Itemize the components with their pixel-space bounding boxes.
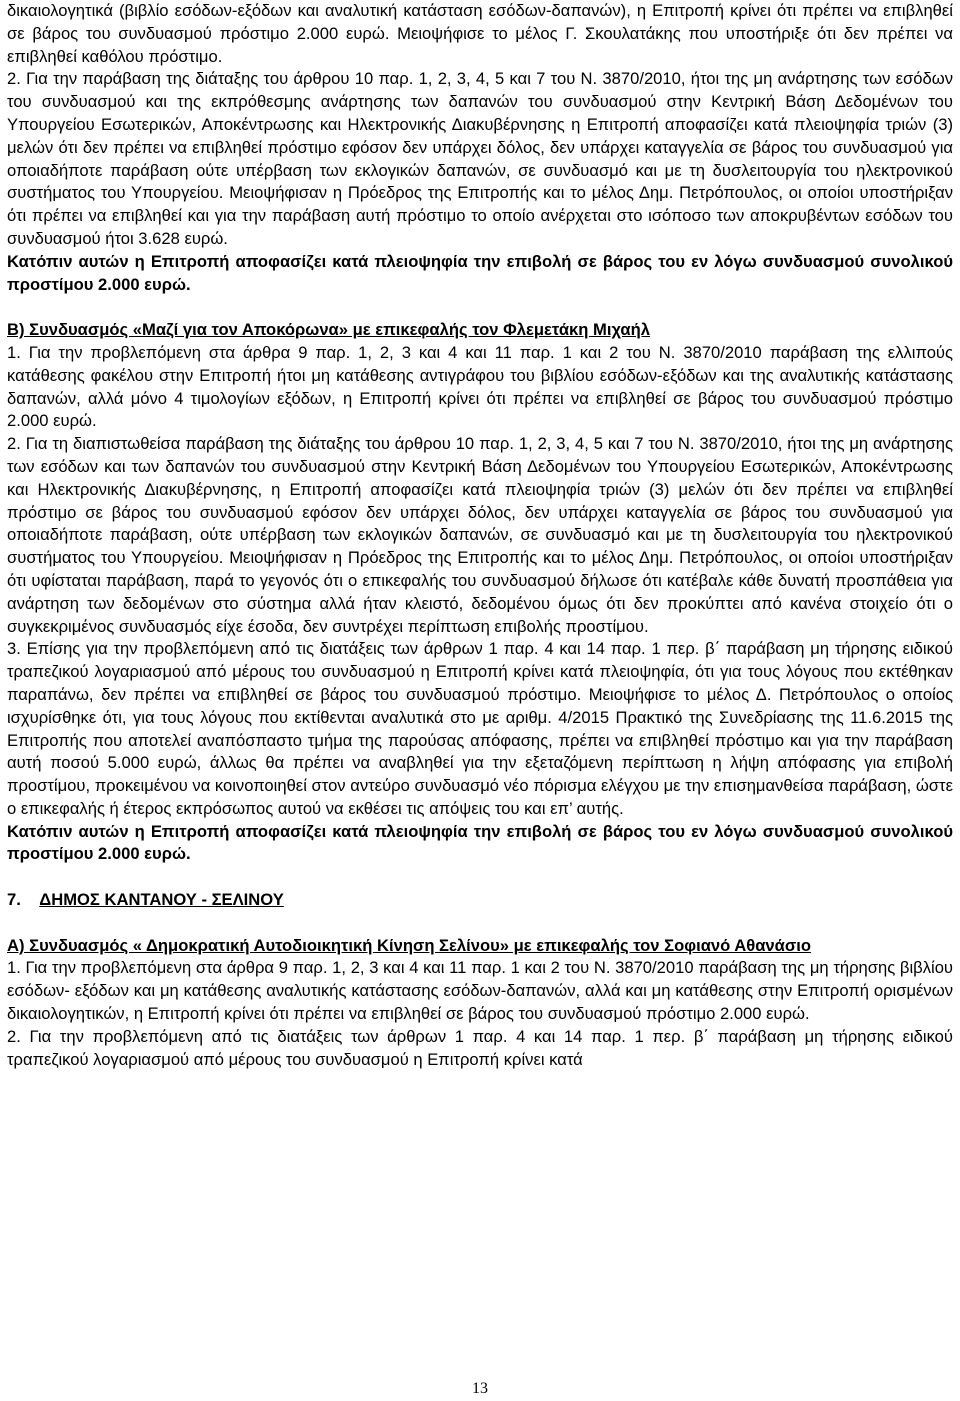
paragraph-b3: 3. Επίσης για την προβλεπόμενη από τις διατάξεις των άρθρων 1 παρ. 4 και 14 παρ. 1 περ. β΄ παράβαση μη τήρησης ειδικού τραπεζικού λογαριασμού από μέρους του συνδυασμού η Επιτροπή κρίνει κατά πλειοψηφία, ότι για τους λόγους που εκτέθηκαν παραπάνω, δεν πρέπει να επιβληθεί σε βάρος του συνδυασμού πρόστιμο. Μειοψήφισε το μέλος Δ. Πετρόπουλος ο οποίος ισχυρίσθηκε ότι, για τους λόγους που εκτίθενται αναλυτικά στο με αριθμ. 4/2015 Πρακτικό της Συνεδρίασης της 11.6.2015 της Επιτροπής που αποτελεί αναπόσπαστο τμήμα της παρούσας απόφασης, πρέπει να επιβληθεί πρόστιμο και για την παράβαση αυτή ποσού 5.000 ευρώ, άλλως θα πρέπει να αναβληθεί για την εξεταζόμενη περίπτωση η λήψη απόφασης για επιβολή προστίμου, προκειμένου να κοινοποιηθεί στον αντεύρο συνδυασμό νέο πόρισμα ελέγχου με την επισημανθείσα παράβαση, ώστε ο επικεφαλής ή έτερος εκπρόσωπος αυτού να εκθέσει τις απόψεις του και επ’ αυτής. (7, 639, 953, 818)
section-heading-b: Β) Συνδυασμός «Μαζί για τον Αποκόρωνα» με επικεφαλής τον Φλεμετάκη Μιχαήλ (7, 320, 650, 340)
paragraph-b1: 1. Για την προβλεπόμενη στα άρθρα 9 παρ. 1, 2, 3 και 4 και 11 παρ. 1 και 2 του Ν. 3870/2010 παράβαση της ελλιπούς κατάθεσης φακέλου στην Επιτροπή ήτοι μη κατάθεσης αντιγράφου του βιβλίου εσόδων-εξόδων και της αναλυτικής κατάστασης δαπανών, αλλά μόνο 4 τιμολογίων εξόδων, η Επιτροπή κρίνει ότι πρέπει να επιβληθεί σε βάρος του συνδυασμού πρόστιμο 2.000 ευρώ. (7, 342, 953, 431)
decision-paragraph: Κατόπιν αυτών η Επιτροπή αποφασίζει κατά πλειοψηφία την επιβολή σε βάρος του εν λόγω συνδυασμού συνολικού προστίμου 2.000 ευρώ. (7, 251, 953, 294)
section-7-number: 7. (7, 890, 21, 910)
paragraph-a1: 1. Για την προβλεπόμενη στα άρθρα 9 παρ. 1, 2, 3 και 4 και 11 παρ. 1 και 2 του Ν. 3870/2010 παράβαση της μη τήρησης βιβλίου εσόδων- εξόδων και μη κατάθεσης αναλυτικής κατάστασης εσόδων-δαπανών, αλλά και μη κατάθεσης στην Επιτροπή ορισμένων δικαιολογητικών, η Επιτροπή κρίνει ότι πρέπει να επιβληθεί σε βάρος του συνδυασμού πρόστιμο 2.000 ευρώ. (7, 958, 953, 1024)
document-page (7, 0, 953, 1071)
paragraph-b2: 2. Για τη διαπιστωθείσα παράβαση της διάταξης του άρθρου 10 παρ. 1, 2, 3, 4, 5 και 7 του Ν. 3870/2010, ήτοι της μη ανάρτησης των εσόδων και των δαπανών του συνδυασμού στην Κεντρική Βάση Δεδομένων του Υπουργείου Εσωτερικών, Αποκέντρωσης και Ηλεκτρονικής Διακυβέρνησης, η Επιτροπή αποφασίζει κατά πλειοψηφία τριών (3) μελών ότι δεν πρέπει να επιβληθεί πρόστιμο σε βάρος του συνδυασμού εφόσον δεν υπάρχει δόλος, δεν υπάρχει καταγγελία σε βάρος του συνδυασμού για οποιαδήποτε παράβαση, ούτε υπέρβαση των εκλογικών δαπανών, σε συνδυασμό και με τη δυσλειτουργία του ηλεκτρονικού συστήματος του Υπουργείου. Μειοψήφισαν η Πρόεδρος της Επιτροπής και το μέλος Δημ. Πετρόπουλος, οι οποίοι υποστήριξαν ότι υφίσταται παράβαση, παρά το γεγονός ότι ο επικεφαλής του συνδυασμού δήλωσε ότι κατέβαλε κάθε δυνατή προσπάθεια για ανάρτηση των δεδομένων στο σύστημα αλλά ήταν κλειστό, δεδομένου όμως ότι δεν προκύπτει από κανένα στοιχείο ότι ο συγκεκριμένος συνδυασμός είχε έσοδα, δεν συντρέχει περίπτωση επιβολής προστίμου. (7, 434, 953, 636)
paragraph-intro: δικαιολογητικά (βιβλίο εσόδων-εξόδων και αναλυτική κατάσταση εσόδων-δαπανών), η Επιτροπή κρίνει ότι πρέπει να επιβληθεί σε βάρος του συνδυασμού πρόστιμο 2.000 ευρώ. Μειοψήφισε το μέλος Γ. Σκουλατάκης που υποστήριξε ότι δεν πρέπει να επιβληθεί καθόλου πρόστιμο. (7, 1, 953, 66)
page-number: 13 (472, 1380, 488, 1397)
section-7-heading (7, 889, 953, 912)
spacer (7, 866, 953, 889)
paragraph-violation-2: 2. Για την παράβαση της διάταξης του άρθρου 10 παρ. 1, 2, 3, 4, 5 και 7 του Ν. 3870/2010, ήτοι της μη ανάρτησης των εσόδων του συνδυασμού και της εκπρόθεσμης ανάρτησης των δαπανών του συνδυασμού στην Κεντρική Βάση Δεδομένων του Υπουργείου Εσωτερικών, Αποκέντρωσης και Ηλεκτρονικής Διακυβέρνησης η Επιτροπή αποφασίζει κατά πλειοψηφία τριών (3) μελών ότι δεν πρέπει να επιβληθεί πρόστιμο εφόσον δεν υπάρχει δόλος, δεν υπάρχει καταγγελία σε βάρος του συνδυασμού για οποιαδήποτε παράβαση ούτε υπέρβαση των εκλογικών δαπανών, σε συνδυασμό και με τη δυσλειτουργία του ηλεκτρονικού συστήματος του Υπουργείου. Μειοψήφισαν η Πρόεδρος της Επιτροπής και το μέλος Δημ. Πετρόπουλος, οι οποίοι υποστήριξαν ότι πρέπει να επιβληθεί και για την παράβαση αυτή πρόστιμο το οποίο ανέρχεται στο ισόποσο των αποκρυβέντων εσόδων του συνδυασμού ήτοι 3.628 ευρώ. (7, 69, 953, 248)
section-heading-a: Α) Συνδυασμός « Δημοκρατική Αυτοδιοικητική Κίνηση Σελίνου» με επικεφαλής τον Σοφιανό Αθανάσιο (7, 935, 811, 955)
decision-paragraph: Κατόπιν αυτών η Επιτροπή αποφασίζει κατά πλειοψηφία την επιβολή σε βάρος του εν λόγω συνδυασμού συνολικού προστίμου 2.000 ευρώ. (7, 821, 953, 864)
section-7-title: ΔΗΜΟΣ ΚΑΝΤΑΝΟΥ - ΣΕΛΙΝΟΥ (39, 890, 284, 910)
spacer (7, 296, 953, 319)
spacer (7, 912, 953, 935)
paragraph-a2: 2. Για την προβλεπόμενη από τις διατάξεις των άρθρων 1 παρ. 4 και 14 παρ. 1 περ. β΄ παράβαση μη τήρησης ειδικού τραπεζικού λογαριασμού από μέρους του συνδυασμού η Επιτροπή κρίνει κατά (7, 1026, 953, 1069)
